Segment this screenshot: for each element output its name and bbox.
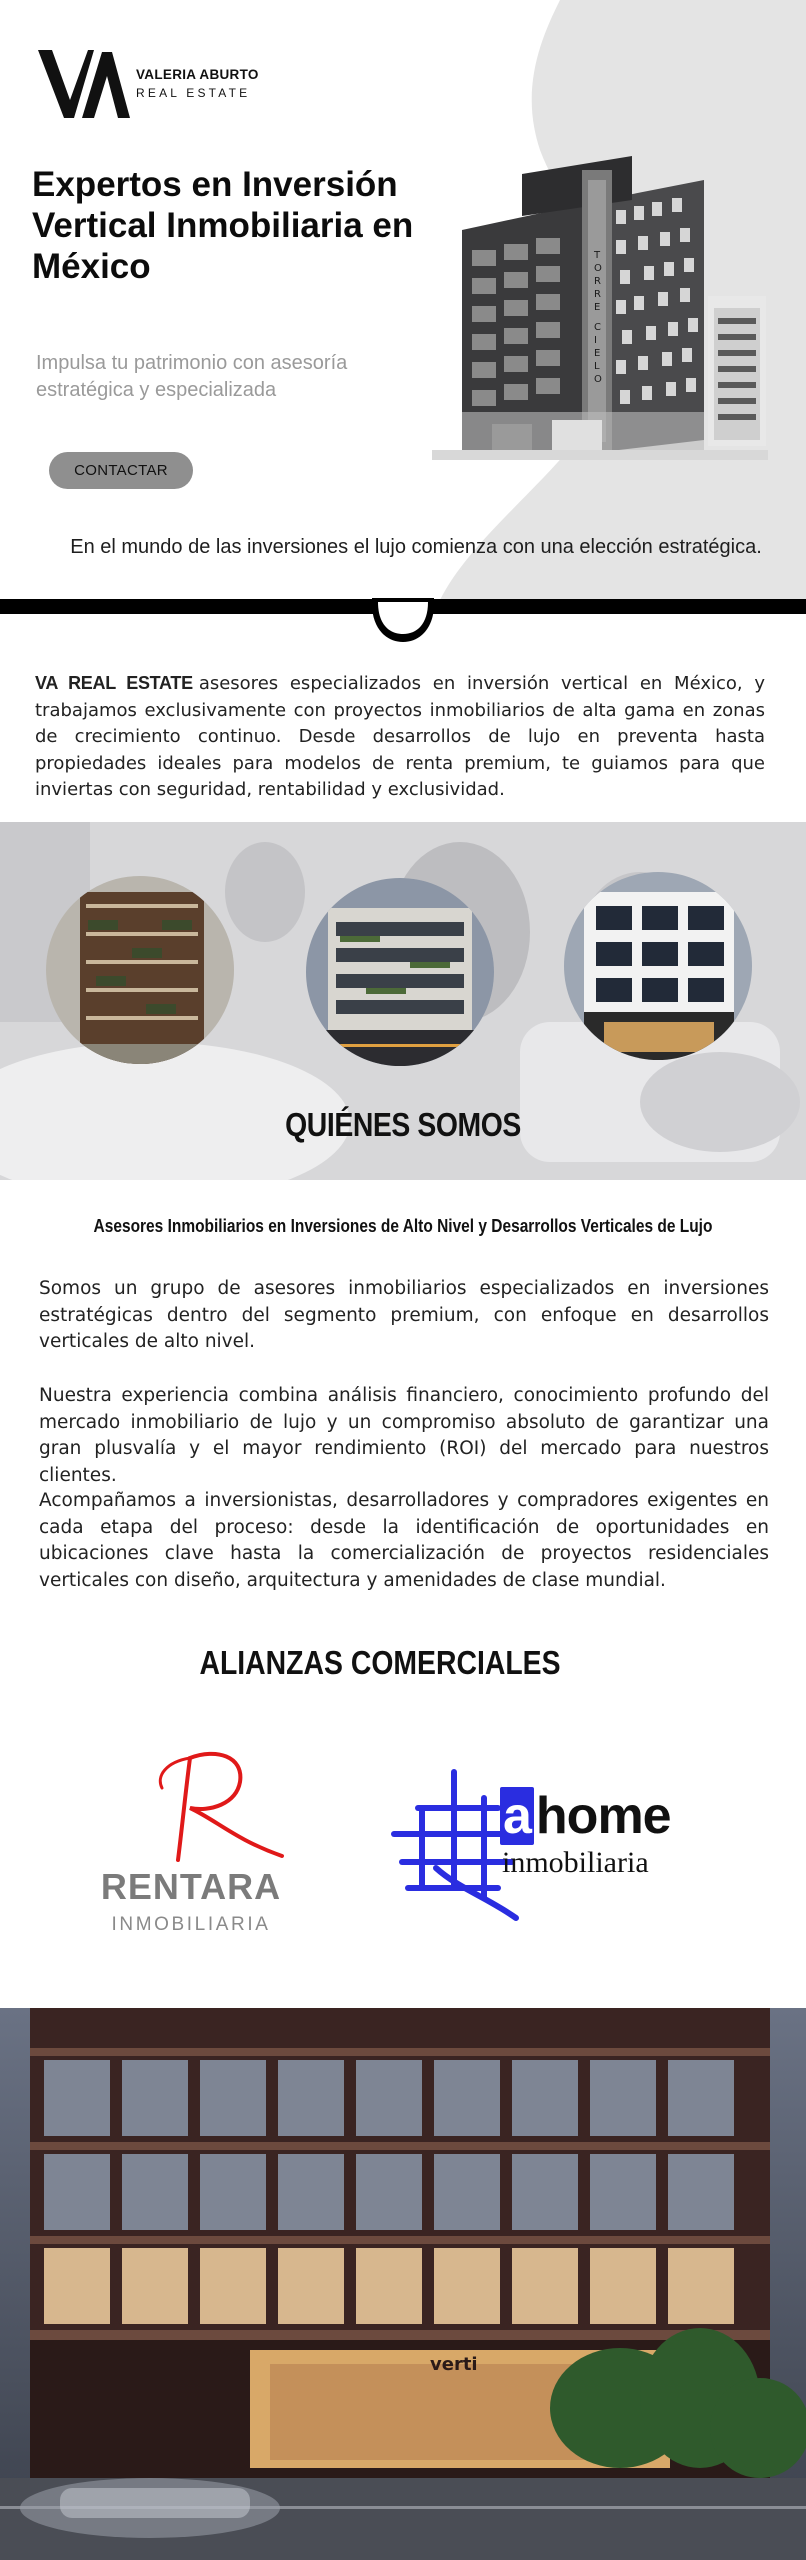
rentara-r-icon — [86, 1748, 296, 1868]
hero-title: Expertos en Inversión Vertical Inmobiliaria en México — [32, 165, 414, 286]
hero-subtitle: Impulsa tu patrimonio con asesoría estratégica y especializada — [36, 352, 348, 401]
va-monogram-icon — [36, 46, 130, 122]
about-paragraph-2: Nuestra experiencia combina análisis financiero, conocimiento profundo del mercado inmobiliario de lujo y un compromiso absoluto de garantizar una gran plusvalía y el mayor rendimiento (ROI) del mercado para nuestros clientes. — [39, 1385, 769, 1486]
about-subtitle: Asesores Inmobiliarios en Inversiones de Alto Nivel y Desarrollos Verticales de Lujo — [93, 1216, 713, 1236]
project-photo-2 — [306, 878, 494, 1066]
alliances-title: ALIANZAS COMERCIALES — [199, 1644, 561, 1681]
ahome-home-word: home — [535, 1787, 671, 1845]
about-title: QUIÉNES SOMOS — [285, 1106, 521, 1143]
brand-tagline: REAL ESTATE — [136, 85, 251, 100]
partner-ahome-logo[interactable] — [388, 1768, 708, 1928]
hero-quote: En el mundo de las inversiones el lujo comienza con una elección estratégica. — [70, 536, 762, 558]
footer-building-image — [0, 2008, 806, 2560]
brand-name: VALERIA ABURTO — [136, 66, 259, 82]
contact-button[interactable]: CONTACTAR — [49, 452, 193, 489]
project-photo-1 — [46, 876, 234, 1064]
intro-text: asesores especializados en inversión vertical en México, y trabajamos exclusivamente con proyectos inmobiliarios de alta gama en zonas de crecimiento continuo. Desde desarrollos de lujo en preventa hasta propiedades ideales para modelos de renta premium, te guiamos para que inviertas con seguridad, rentabilidad y exclusividad. — [35, 673, 765, 800]
ahome-a-letter: a — [500, 1787, 534, 1845]
rentara-subtitle: INMOBILIARIA — [111, 1914, 271, 1935]
footer-building-photo — [0, 2008, 806, 2560]
about-paragraph-1: Somos un grupo de asesores inmobiliarios especializados en inversiones estratégicas dentro del segmento premium, con enfoque en desarrollos verticales de alto nivel. — [39, 1278, 769, 1352]
rentara-name: RENTARA — [100, 1866, 282, 1907]
hero-section — [0, 0, 806, 600]
hero-building-sign: T O R R E C I E L O — [594, 250, 602, 385]
ahome-subtitle: inmobiliaria — [502, 1846, 649, 1879]
intro-paragraph — [35, 670, 765, 804]
footer-building-sign: verti — [430, 2354, 478, 2375]
hero-building-image — [432, 140, 768, 460]
ahome-wordmark — [500, 1786, 671, 1846]
project-photo-3 — [564, 872, 752, 1060]
divider-notch-shape — [372, 598, 434, 644]
about-paragraph-3: Acompañamos a inversionistas, desarrolladores y compradores exigentes en cada etapa del proceso: desde la identificación de oportunidades en ubicaciones clave hasta la comercialización de proyectos residenciales verticales con diseño, arquitectura y amenidades de clase mundial. — [39, 1490, 769, 1591]
partner-rentara-logo[interactable] — [86, 1748, 296, 1940]
brand-logo[interactable] — [36, 46, 259, 122]
intro-brand: VA REAL ESTATE — [35, 673, 193, 693]
